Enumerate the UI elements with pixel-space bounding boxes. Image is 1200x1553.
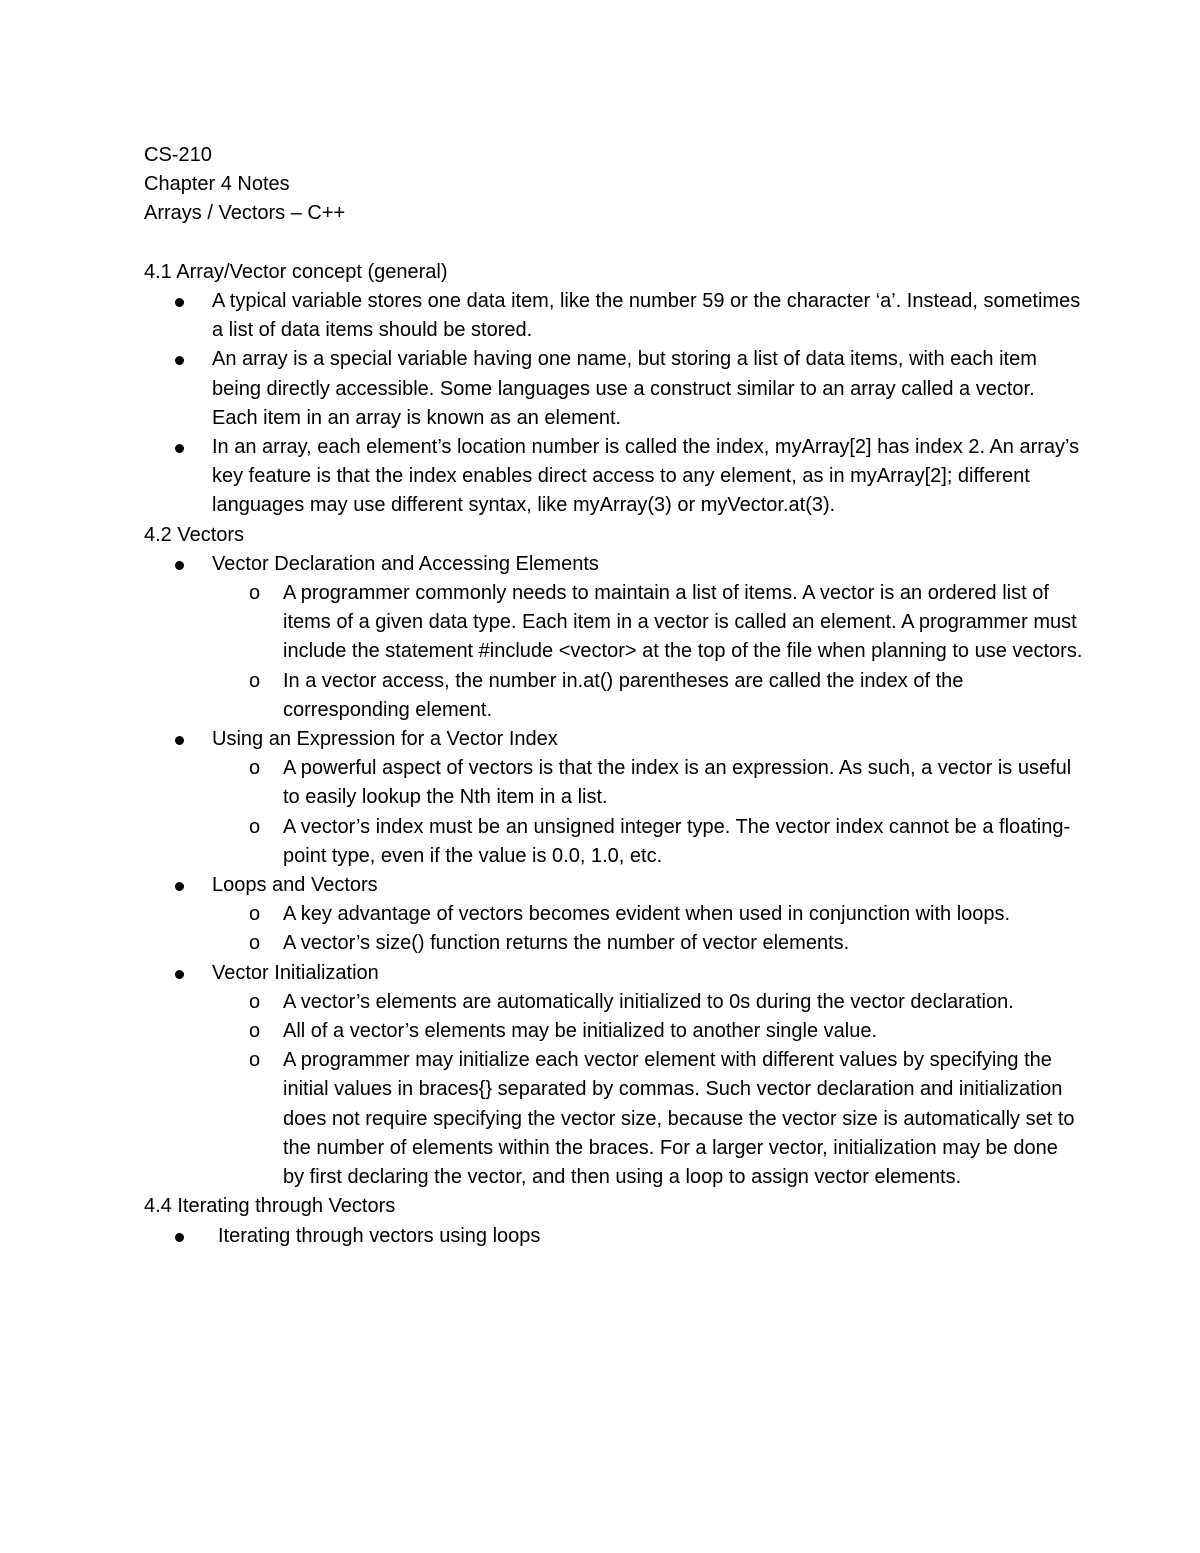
list-item-text: Iterating through vectors using loops (218, 1224, 541, 1247)
sub-list-item (249, 813, 1084, 871)
sub-bullet-icon: o (249, 757, 261, 780)
sub-list-item (249, 900, 1084, 929)
section-4-1-list (144, 287, 1084, 521)
sub-bullet-icon: o (249, 582, 261, 605)
section-4-2-list (144, 550, 1084, 1192)
sub-bullet-icon: o (249, 1049, 261, 1072)
notes-content (144, 141, 1084, 1251)
list-item-title: Vector Initialization (212, 961, 379, 984)
sub-list-item (249, 929, 1084, 958)
sub-list (212, 900, 1084, 958)
sub-list-item-text: A programmer may initialize each vector element with different values by specifying the initial values in braces{} separated by commas. Such vector declaration and initialization does not require specifying the vector size, because the vector size is automatically set to the number of elements within the braces. For a larger vector, initialization may be done by first declaring the vector, and then using a loop to assign vector elements. (283, 1049, 1075, 1189)
sub-list (212, 754, 1084, 871)
sub-list-item-text: A programmer commonly needs to maintain a list of items. A vector is an ordered list of items of a given data type. Each item in a vector is called an element. A programmer must include the statement #include <vector> at the top of the file when planning to use vectors. (283, 582, 1083, 663)
list-item (212, 433, 1084, 521)
course-code: CS-210 (144, 144, 212, 166)
list-item-title: Using an Expression for a Vector Index (212, 728, 558, 751)
bullet-icon (175, 356, 184, 365)
chapter-title: Chapter 4 Notes (144, 173, 290, 196)
sub-bullet-icon: o (249, 815, 261, 838)
sub-list-item (249, 667, 1084, 725)
section-4-4-list (144, 1222, 1084, 1251)
sub-bullet-icon: o (249, 669, 261, 692)
sub-list-item-text: A vector’s elements are automatically initialized to 0s during the vector declaration. (283, 990, 1014, 1013)
sub-list (212, 988, 1084, 1192)
list-item (212, 959, 1084, 1193)
sub-bullet-icon: o (249, 932, 261, 955)
bullet-icon (175, 970, 184, 979)
sub-bullet-icon: o (249, 1020, 261, 1043)
bullet-icon (175, 444, 184, 453)
sub-bullet-icon: o (249, 990, 261, 1013)
sub-bullet-icon: o (249, 903, 261, 926)
list-item (212, 287, 1084, 345)
sub-list-item-text: A vector’s index must be an unsigned integer type. The vector index cannot be a floating-point type, even if the value is 0.0, 1.0, etc. (283, 815, 1071, 867)
list-item (212, 725, 1084, 871)
list-item-title: Loops and Vectors (212, 874, 378, 897)
sub-list-item-text: A vector’s size() function returns the number of vector elements. (283, 932, 850, 955)
bullet-icon (175, 882, 184, 891)
blank-line (144, 229, 1084, 258)
list-item-text: A typical variable stores one data item, like the number 59 or the character ‘a’. Instead, sometimes a list of data items should be stored. (212, 290, 1081, 342)
section-heading-4-2: 4.2 Vectors (144, 523, 245, 546)
sub-list-item (249, 754, 1084, 812)
bullet-icon (175, 561, 184, 570)
sub-list (212, 579, 1084, 725)
sub-list-item (249, 1017, 1084, 1046)
list-item-text: In an array, each element’s location number is called the index, myArray[2] has index 2. An array’s key feature is that the index enables direct access to any element, as in myArray[2]; different languages may use different syntax, like myArray(3) or myVector.at(3). (212, 436, 1080, 517)
sub-list-item-text: All of a vector’s elements may be initialized to another single value. (283, 1020, 878, 1043)
sub-list-item-text: A powerful aspect of vectors is that the index is an expression. As such, a vector is useful to easily lookup the Nth item in a list. (283, 757, 1072, 809)
topic-title: Arrays / Vectors – C++ (144, 202, 346, 225)
sub-list-item-text: A key advantage of vectors becomes evident when used in conjunction with loops. (283, 903, 1011, 926)
list-item-title: Vector Declaration and Accessing Elements (212, 552, 599, 575)
list-item (212, 550, 1084, 725)
list-item (212, 345, 1084, 433)
bullet-icon (175, 1233, 184, 1242)
section-heading-4-1: 4.1 Array/Vector concept (general) (144, 260, 448, 283)
list-item-text: An array is a special variable having one name, but storing a list of data items, with each item being directly accessible. Some languages use a construct similar to an array called a vector. Each item in an array is known as an element. (212, 348, 1037, 429)
bullet-icon (175, 736, 184, 745)
section-heading-4-4: 4.4 Iterating through Vectors (144, 1195, 396, 1218)
sub-list-item (249, 988, 1084, 1017)
bullet-icon (175, 298, 184, 307)
list-item (212, 1222, 1084, 1251)
sub-list-item (249, 1046, 1084, 1192)
sub-list-item (249, 579, 1084, 667)
list-item (212, 871, 1084, 959)
sub-list-item-text: In a vector access, the number in.at() parentheses are called the index of the corresponding element. (283, 669, 964, 721)
